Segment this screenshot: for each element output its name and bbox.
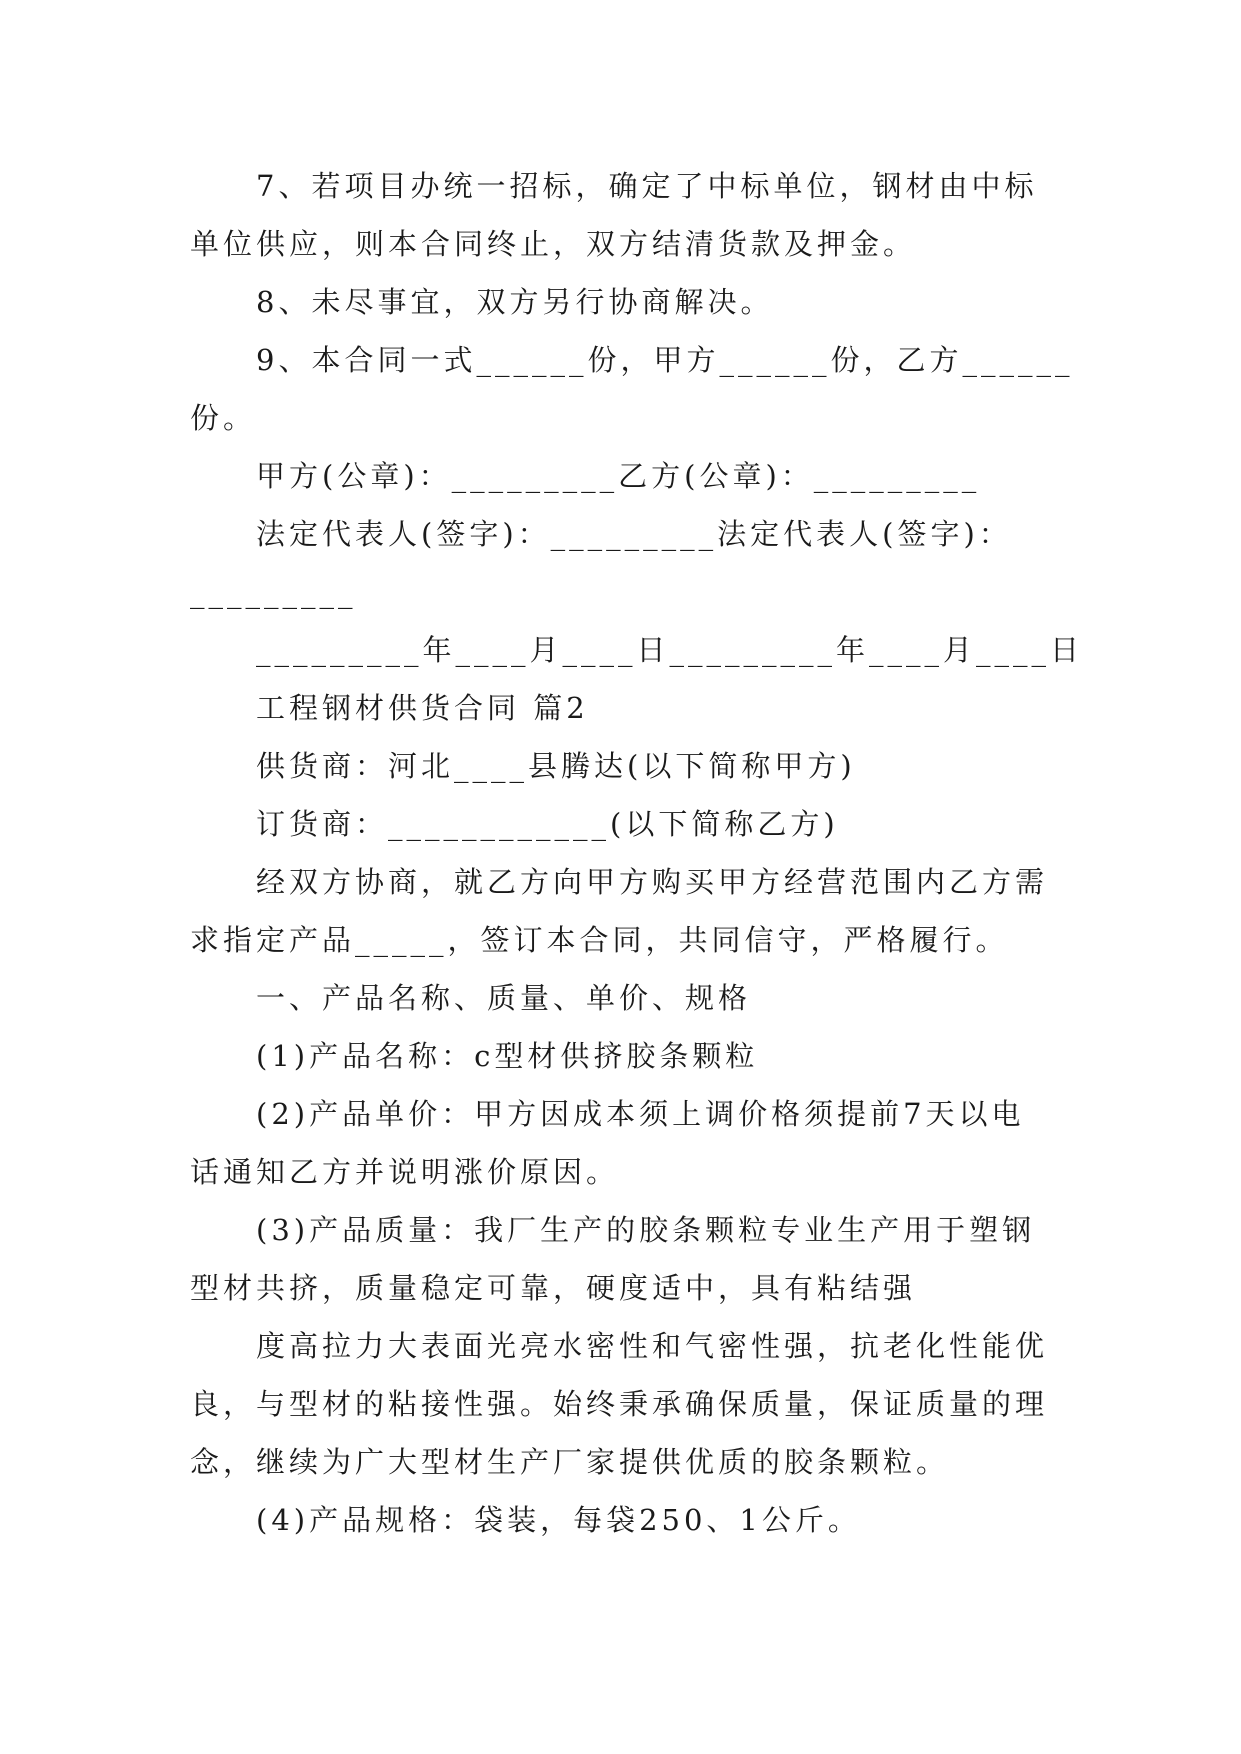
- product-price-line-2: 话通知乙方并说明涨价原因。: [190, 1155, 620, 1189]
- clause-9-line-1: 9、本合同一式______份，甲方______份，乙方______: [256, 343, 1074, 377]
- section-title: 工程钢材供货合同 篇2: [256, 691, 589, 725]
- product-quality-line-3: 度高拉力大表面光亮水密性和气密性强，抗老化性能优: [256, 1329, 1049, 1363]
- clause-8: 8、未尽事宜，双方另行协商解决。: [256, 285, 774, 319]
- clause-9-line-2: 份。: [190, 401, 257, 435]
- legal-rep-signature-line: 法定代表人(签字)：_________法定代表人(签字)：: [256, 517, 1012, 551]
- product-quality-line-4: 良，与型材的粘接性强。始终秉承确保质量，保证质量的理: [190, 1387, 1049, 1421]
- buyer-line: 订货商：____________(以下简称乙方): [256, 807, 839, 841]
- article-1-heading: 一、产品名称、质量、单价、规格: [256, 981, 752, 1015]
- preamble-line-1: 经双方协商，就乙方向甲方购买甲方经营范围内乙方需: [256, 865, 1049, 899]
- legal-rep-blank: _________: [190, 575, 357, 609]
- product-quality-line-5: 念，继续为广大型材生产厂家提供优质的胶条颗粒。: [190, 1445, 950, 1479]
- supplier-line: 供货商：河北____县腾达(以下简称甲方): [256, 749, 856, 783]
- preamble-line-2: 求指定产品_____，签订本合同，共同信守，严格履行。: [190, 923, 1009, 957]
- clause-7-line-1: 7、若项目办统一招标，确定了中标单位，钢材由中标: [256, 169, 1038, 203]
- date-line: _________年____月____日_________年____月____日: [256, 633, 1084, 667]
- product-price-line-1: (2)产品单价：甲方因成本须上调价格须提前7天以电: [256, 1097, 1025, 1131]
- product-name: (1)产品名称：c型材供挤胶条颗粒: [256, 1039, 759, 1073]
- clause-7-line-2: 单位供应，则本合同终止，双方结清货款及押金。: [190, 227, 917, 261]
- party-seal-line: 甲方(公章)：_________乙方(公章)：_________: [256, 459, 981, 493]
- product-spec: (4)产品规格：袋装，每袋250、1公斤。: [256, 1503, 861, 1537]
- product-quality-line-1: (3)产品质量：我厂生产的胶条颗粒专业生产用于塑钢: [256, 1213, 1036, 1247]
- product-quality-line-2: 型材共挤，质量稳定可靠，硬度适中，具有粘结强: [190, 1271, 917, 1305]
